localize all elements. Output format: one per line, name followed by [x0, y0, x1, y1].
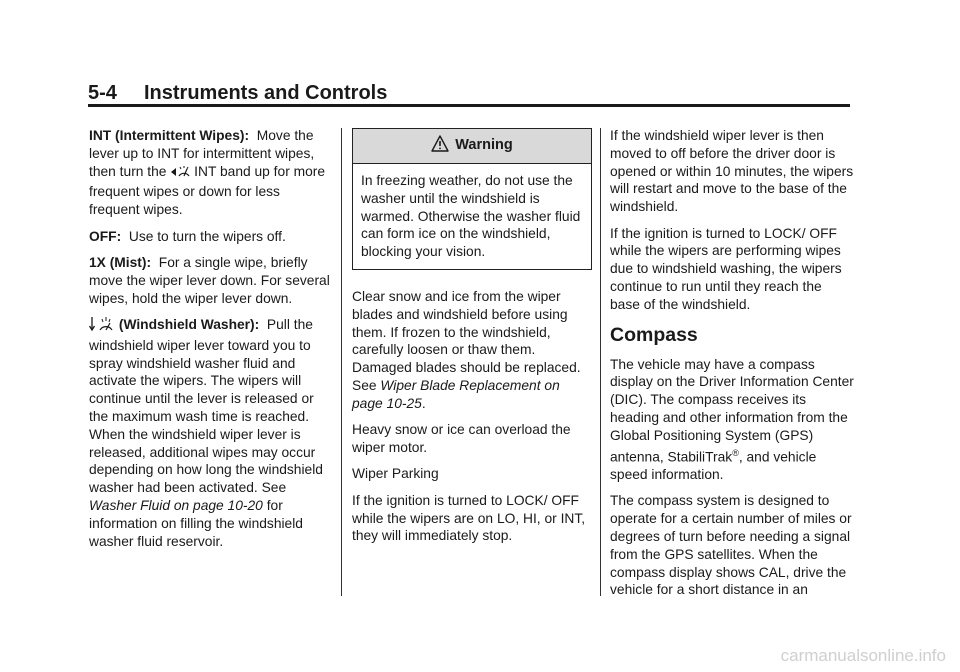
section-title: Instruments and Controls — [144, 82, 388, 104]
overload-paragraph: Heavy snow or ice can overload the wiper motor. — [352, 422, 571, 455]
column-divider — [341, 128, 342, 596]
mist-label: 1X (Mist): — [89, 254, 152, 270]
warning-title: Warning — [455, 137, 513, 154]
warning-body: In freezing weather, do not use the washer until the windshield is warmed. Otherwise the washer fluid can form ice on the windshield, blocking your vision. — [361, 173, 581, 260]
washer-text-2: for information on filling the windshield washer fluid reservoir. — [89, 497, 303, 549]
int-label: INT (Intermittent Wipes): — [89, 128, 250, 143]
washer-fluid-link[interactable]: Washer Fluid on page 10-20 — [89, 497, 263, 513]
int-text-1: Move the lever up to INT for intermittent wipes, then turn the — [89, 128, 315, 179]
parking-paragraph: If the ignition is turned to LOCK/ OFF while the wipers are on LO, HI, or INT, they will immediately stop. — [352, 492, 586, 544]
footer — [0, 642, 960, 672]
wiper-blade-link[interactable]: Wiper Blade Replacement on page 10-25 — [352, 377, 560, 411]
mist-paragraph — [89, 254, 334, 307]
warning-triangle-icon — [431, 135, 455, 158]
mist-text: For a single wipe, briefly move the wiper lever down. For several wipes, hold the wiper lever down. — [89, 254, 330, 306]
int-paragraph — [89, 127, 334, 219]
column-divider — [600, 128, 601, 596]
clear-snow-paragraph — [352, 288, 592, 413]
compass-system-paragraph: The compass system is designed to operate for a certain number of miles or degrees of turn before needing a signal from the GPS satellites. When the compass display shows CAL, drive the vehicle for a short distance in an — [610, 493, 852, 598]
header-rule — [88, 104, 850, 107]
int-text-2: INT band up for more frequent wipes or down for less frequent wipes. — [89, 163, 326, 218]
wiper-parking-heading: Wiper Parking — [352, 466, 439, 482]
washer-text-1: Pull the windshield wiper lever toward you to spray windshield washer fluid and activate the wipers. The wipers will continue until the lever is released or the maximum wash time is reached. When the windshield wiper lever is released, additional wipes may occur depending on how long the windshield washer had been activated. See — [89, 316, 323, 496]
compass-text-b: , and vehicle speed information. — [610, 449, 817, 482]
column-3 — [610, 127, 855, 608]
page-header — [88, 80, 850, 106]
washer-label: (Windshield Washer): — [118, 316, 260, 332]
column-2 — [352, 127, 592, 554]
clear-snow-end: . — [421, 395, 426, 411]
warning-box — [352, 128, 592, 270]
ignition-paragraph: If the ignition is turned to LOCK/ OFF while the wipers are performing wipes due to windshield washing, the wipers continue to run until they reach the base of the windshield. — [610, 225, 842, 312]
wiper-speed-icon — [170, 165, 190, 184]
clear-snow-text: Clear snow and ice from the wiper blades and windshield before using them. If frozen to the windshield, carefully loosen or thaw them. Damaged blades should be replaced. See — [352, 288, 581, 393]
registered-mark: ® — [732, 447, 739, 458]
off-text: Use to turn the wipers off. — [128, 228, 286, 244]
compass-text-a: The vehicle may have a compass display on the Driver Information Center (DIC). The compass receives its heading and other information from the Global Positioning System (GPS) antenna, StabiliTrak — [610, 356, 854, 465]
off-label: OFF: — [89, 228, 122, 244]
watermark: carmanualsonline.info — [780, 646, 946, 665]
off-paragraph — [89, 228, 334, 246]
washer-paragraph — [89, 316, 334, 550]
compass-heading: Compass — [610, 323, 698, 346]
section-number: 5-4 — [88, 82, 117, 104]
compass-paragraph — [610, 356, 855, 484]
restart-paragraph: If the windshield wiper lever is then moved to off before the driver door is opened or within 10 minutes, the wipers will restart and move to the base of the windshield. — [610, 128, 854, 215]
column-1 — [89, 127, 334, 559]
warning-header — [353, 129, 591, 164]
washer-spray-icon — [89, 316, 115, 337]
